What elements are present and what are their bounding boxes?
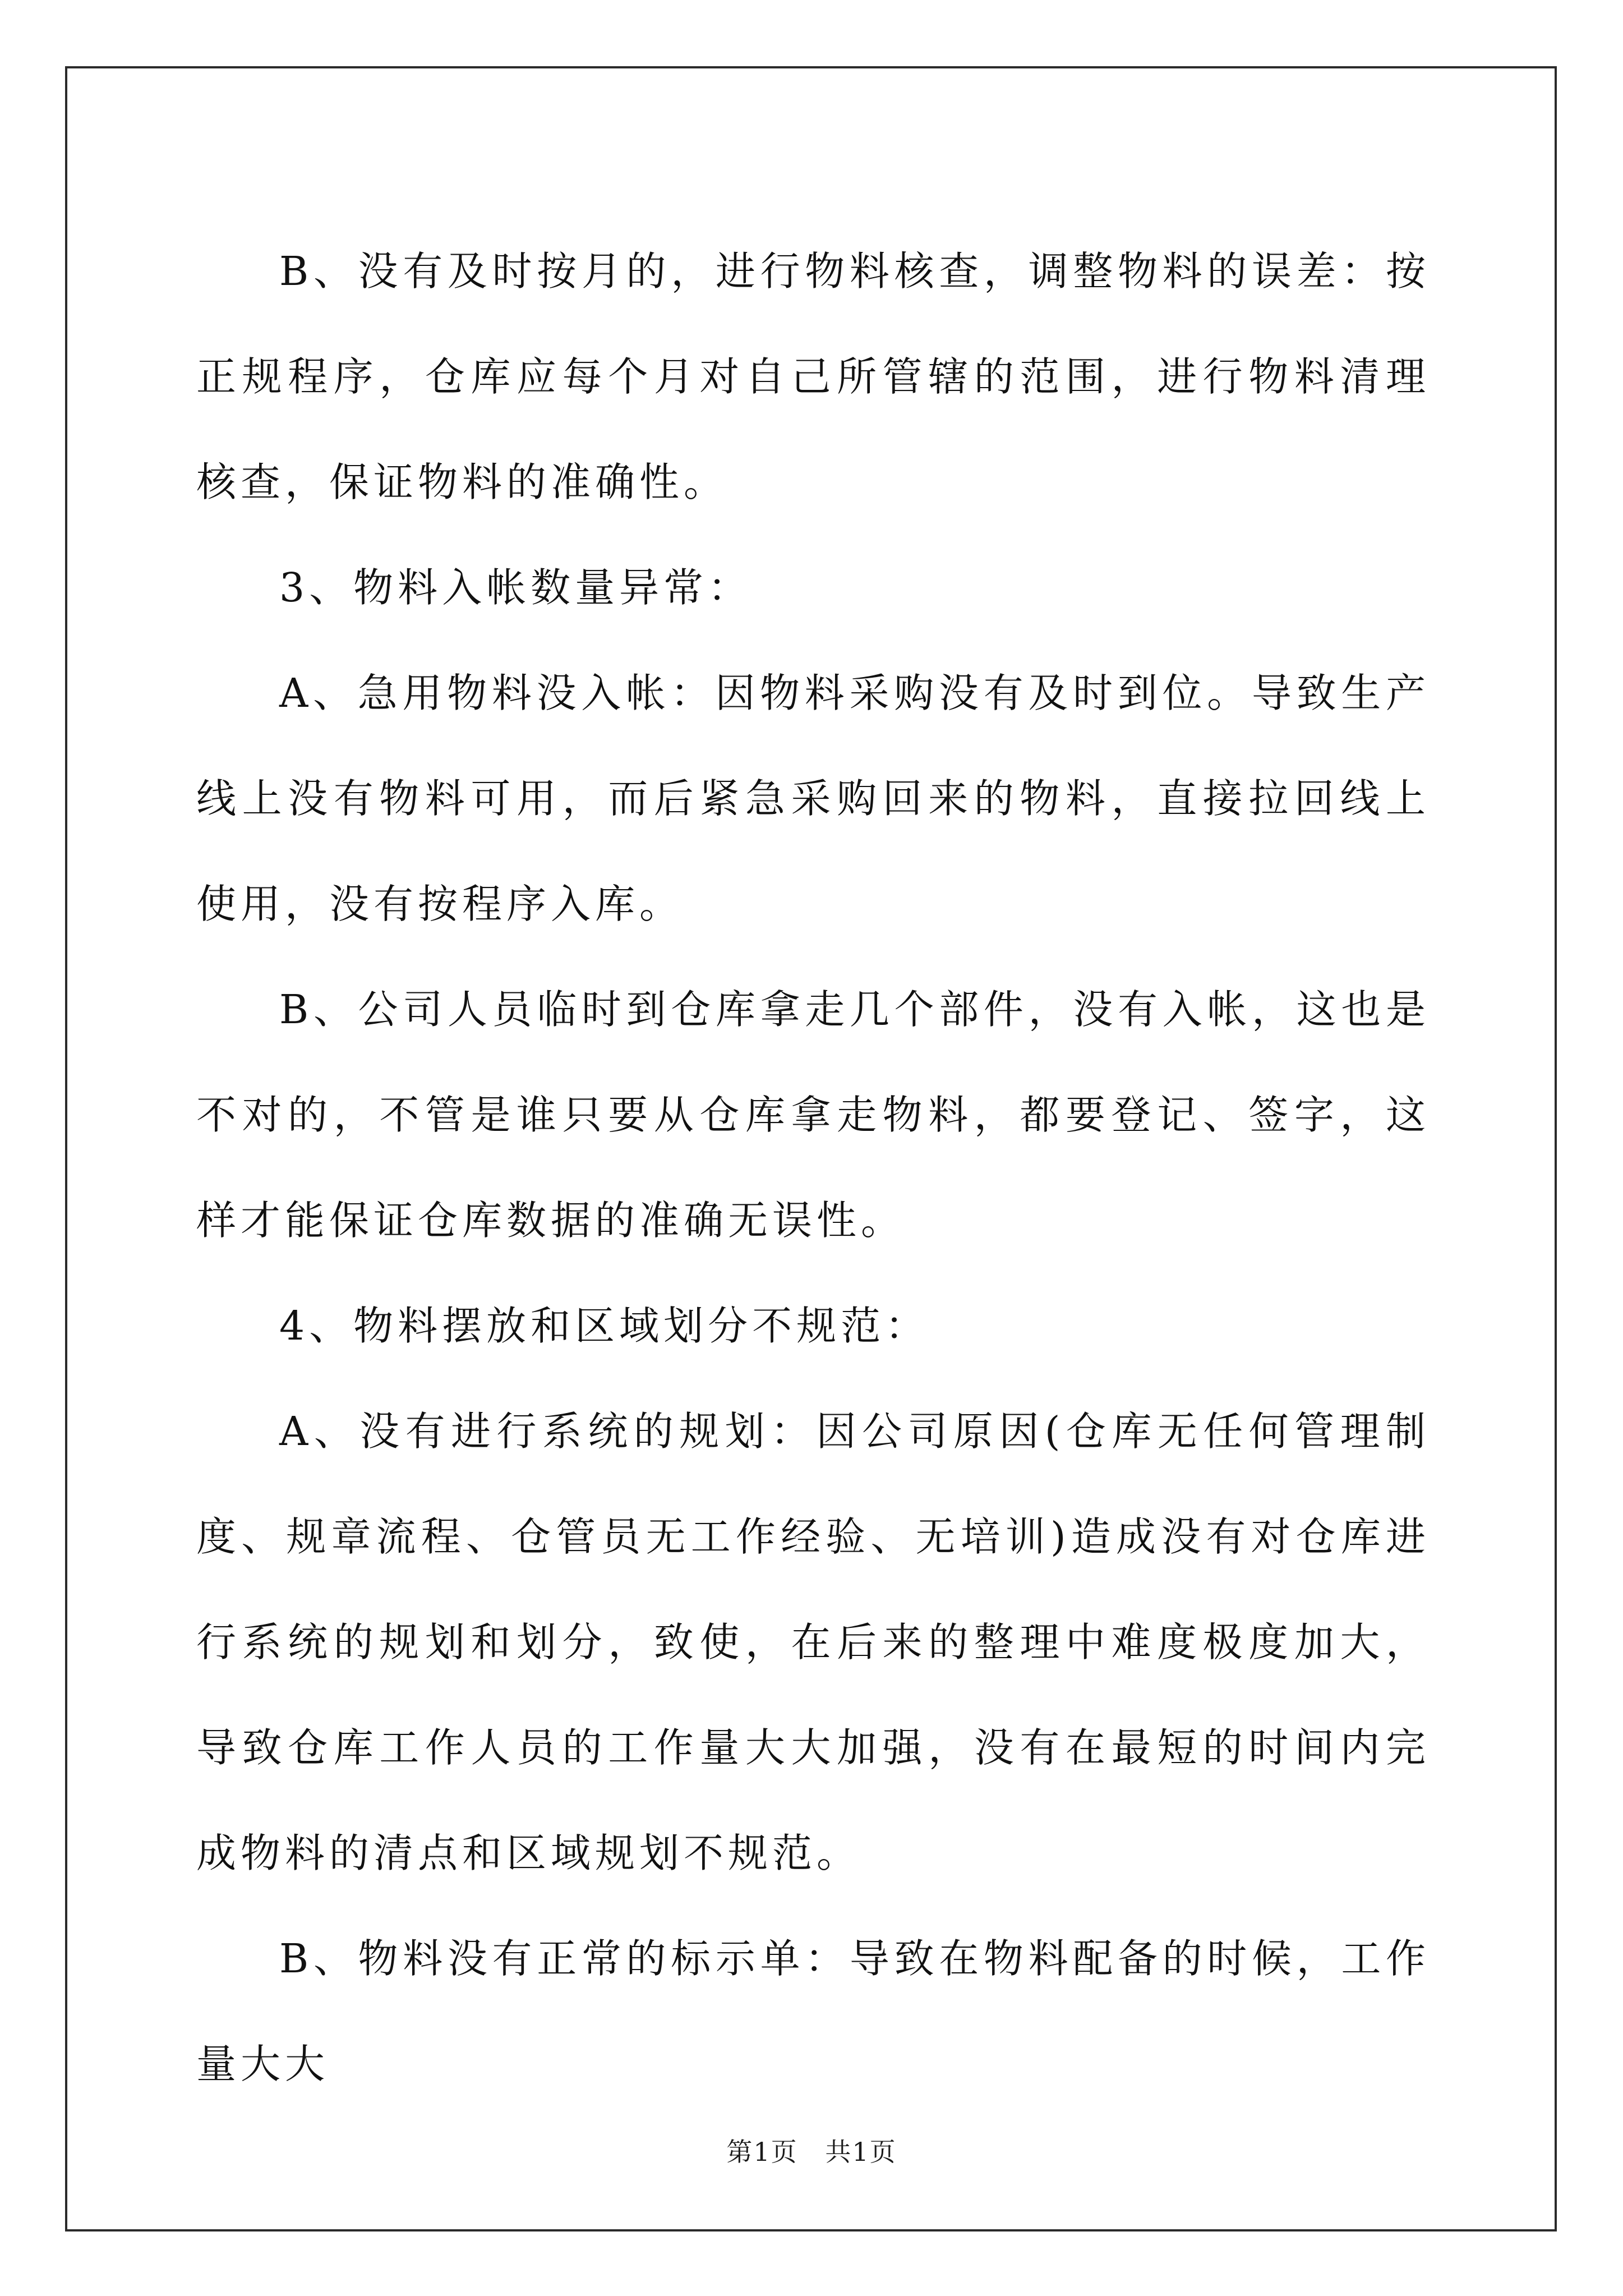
paragraph: B、公司人员临时到仓库拿走几个部件，没有入帐，这也是不对的，不管是谁只要从仓库拿走物料，都要登记、签字，这样才能保证仓库数据的准确无误性。 [196,986,1430,1244]
page-number-current: 第1页 [726,2137,798,2167]
document-body [196,219,1430,2117]
page-number-total: 共1页 [825,2137,897,2167]
page-footer [0,2135,1623,2169]
paragraph: 3、物料入帐数量异常： [279,564,753,611]
paragraph: A、急用物料没入帐：因物料采购没有及时到位。导致生产线上没有物料可用，而后紧急采购回来的物料，直接拉回线上使用，没有按程序入库。 [196,670,1430,927]
paragraph: A、没有进行系统的规划：因公司原因(仓库无任何管理制度、规章流程、仓管员无工作经验、无培训)造成没有对仓库进行系统的规划和划分，致使，在后来的整理中难度极度加大，导致仓库工作人员的工作量大大加强，没有在最短的时间内完成物料的清点和区域规划不规范。 [196,1408,1430,1876]
paragraph: B、没有及时按月的，进行物料核查，调整物料的误差：按正规程序，仓库应每个月对自己所管辖的范围，进行物料清理核查，保证物料的准确性。 [196,248,1430,505]
paragraph: 4、物料摆放和区域划分不规范： [279,1303,930,1349]
paragraph: B、物料没有正常的标示单：导致在物料配备的时候，工作量大大 [196,1935,1430,2087]
